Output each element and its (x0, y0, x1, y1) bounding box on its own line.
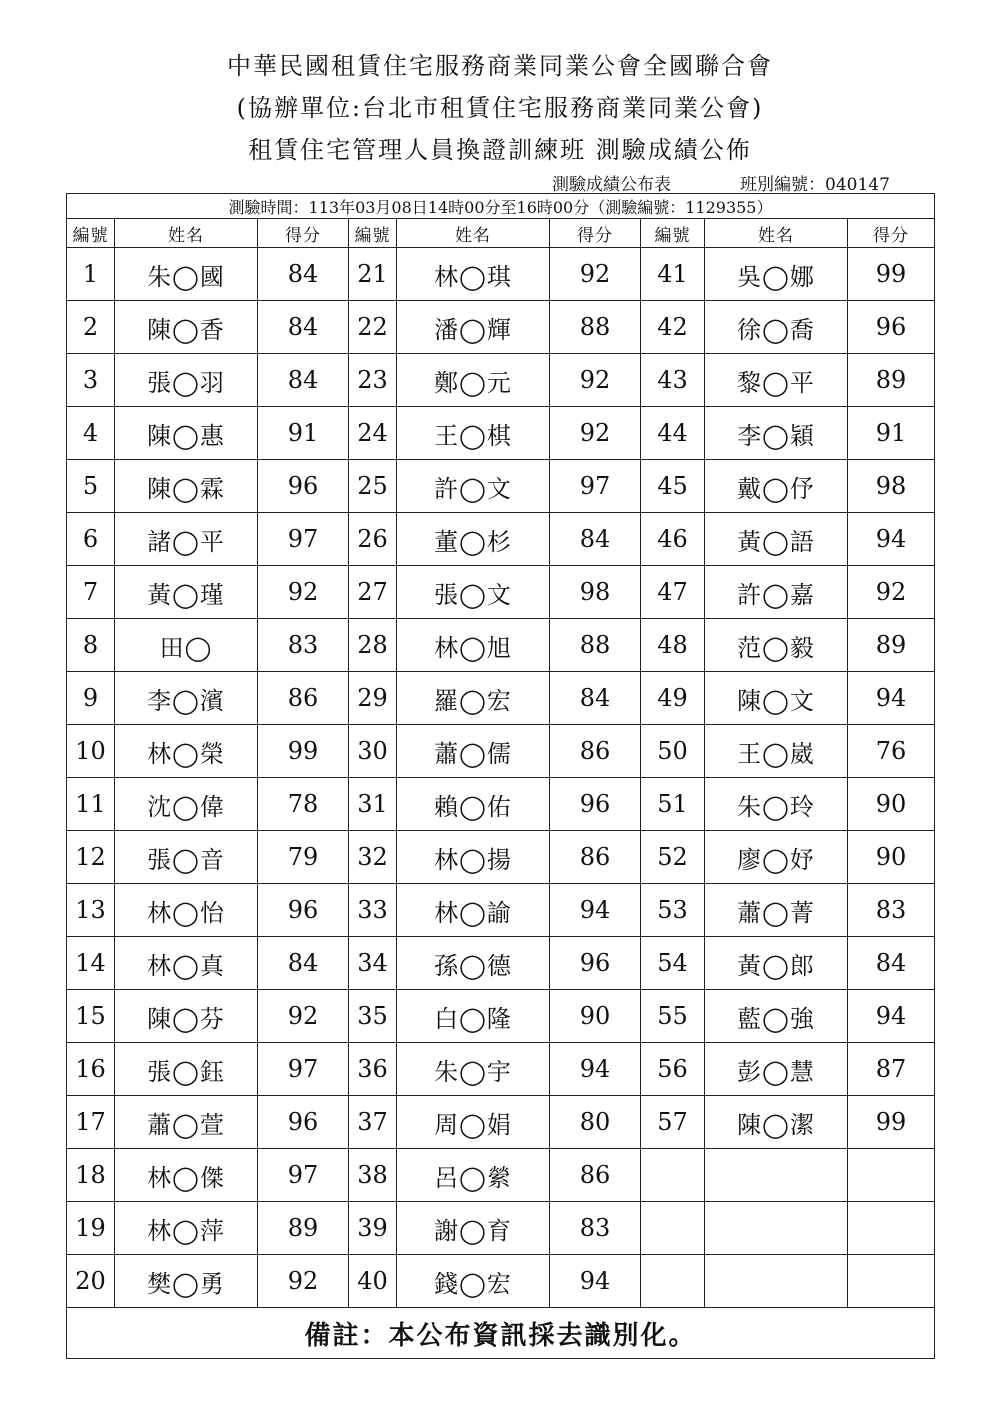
student-name: 陳◯惠 (115, 407, 258, 460)
student-score: 99 (848, 1096, 935, 1149)
student-name: 林◯榮 (115, 725, 258, 778)
student-name: 林◯怡 (115, 884, 258, 937)
student-score: 90 (550, 990, 641, 1043)
student-score: 90 (848, 831, 935, 884)
student-number: 22 (349, 301, 397, 354)
student-name: 賴◯佑 (397, 778, 550, 831)
student-name: 林◯諭 (397, 884, 550, 937)
student-score: 83 (258, 619, 349, 672)
student-name: 陳◯芬 (115, 990, 258, 1043)
table-row (67, 990, 935, 1043)
student-name: 黃◯瑾 (115, 566, 258, 619)
student-name (705, 1149, 848, 1202)
student-score: 88 (550, 619, 641, 672)
student-score: 92 (258, 566, 349, 619)
header-name: 姓名 (705, 219, 848, 248)
student-score: 92 (550, 407, 641, 460)
student-number: 38 (349, 1149, 397, 1202)
student-name: 黃◯郎 (705, 937, 848, 990)
student-score: 91 (848, 407, 935, 460)
student-score: 99 (848, 248, 935, 301)
header-num: 編號 (67, 219, 115, 248)
student-score: 96 (258, 1096, 349, 1149)
student-number: 26 (349, 513, 397, 566)
student-name: 許◯文 (397, 460, 550, 513)
student-name: 謝◯育 (397, 1202, 550, 1255)
student-score: 84 (848, 937, 935, 990)
student-name: 黃◯語 (705, 513, 848, 566)
student-name: 許◯嘉 (705, 566, 848, 619)
student-score: 98 (848, 460, 935, 513)
table-row (67, 1255, 935, 1308)
student-name: 范◯毅 (705, 619, 848, 672)
student-score: 99 (258, 725, 349, 778)
student-number: 23 (349, 354, 397, 407)
student-score (848, 1255, 935, 1308)
student-name: 陳◯香 (115, 301, 258, 354)
student-score: 84 (258, 301, 349, 354)
student-score: 94 (848, 513, 935, 566)
table-row (67, 1096, 935, 1149)
student-number: 10 (67, 725, 115, 778)
student-number (641, 1149, 705, 1202)
student-number (641, 1255, 705, 1308)
footer-note: 備註：本公布資訊採去識別化。 (67, 1308, 935, 1359)
co-organizer-line: (協辦單位:台北市租賃住宅服務商業同業公會) (236, 94, 764, 122)
student-name: 李◯穎 (705, 407, 848, 460)
student-score: 90 (848, 778, 935, 831)
header-name: 姓名 (397, 219, 550, 248)
student-score: 83 (550, 1202, 641, 1255)
student-name: 潘◯輝 (397, 301, 550, 354)
student-score: 92 (848, 566, 935, 619)
student-number: 44 (641, 407, 705, 460)
student-score (848, 1149, 935, 1202)
student-score: 96 (550, 778, 641, 831)
student-number: 11 (67, 778, 115, 831)
student-name: 張◯音 (115, 831, 258, 884)
course-title: 租賃住宅管理人員換證訓練班 測驗成績公佈 (248, 136, 752, 164)
student-name: 藍◯強 (705, 990, 848, 1043)
student-name: 王◯棋 (397, 407, 550, 460)
student-number: 15 (67, 990, 115, 1043)
column-header-row (67, 219, 935, 248)
student-name: 董◯杉 (397, 513, 550, 566)
student-number: 34 (349, 937, 397, 990)
header-score: 得分 (848, 219, 935, 248)
student-number: 40 (349, 1255, 397, 1308)
student-number: 24 (349, 407, 397, 460)
student-number: 28 (349, 619, 397, 672)
student-number: 3 (67, 354, 115, 407)
student-number: 9 (67, 672, 115, 725)
table-row (67, 354, 935, 407)
student-number: 14 (67, 937, 115, 990)
student-name: 陳◯文 (705, 672, 848, 725)
student-score: 97 (258, 513, 349, 566)
student-score: 80 (550, 1096, 641, 1149)
student-score: 97 (258, 1149, 349, 1202)
student-number: 7 (67, 566, 115, 619)
table-row (67, 672, 935, 725)
student-number: 45 (641, 460, 705, 513)
student-name: 朱◯國 (115, 248, 258, 301)
header-name: 姓名 (115, 219, 258, 248)
class-number: 班別編號：040147 (740, 175, 890, 195)
student-number: 33 (349, 884, 397, 937)
student-number: 30 (349, 725, 397, 778)
student-name: 廖◯妤 (705, 831, 848, 884)
student-name: 孫◯德 (397, 937, 550, 990)
student-number: 13 (67, 884, 115, 937)
student-name: 李◯濱 (115, 672, 258, 725)
student-name: 林◯真 (115, 937, 258, 990)
table-row (67, 619, 935, 672)
student-score: 96 (848, 301, 935, 354)
header-score: 得分 (258, 219, 349, 248)
student-number: 2 (67, 301, 115, 354)
student-number: 29 (349, 672, 397, 725)
table-row (67, 831, 935, 884)
student-score: 89 (258, 1202, 349, 1255)
student-score: 84 (258, 937, 349, 990)
student-score: 88 (550, 301, 641, 354)
student-score: 84 (550, 513, 641, 566)
student-number: 46 (641, 513, 705, 566)
student-name: 林◯傑 (115, 1149, 258, 1202)
student-name: 鄭◯元 (397, 354, 550, 407)
student-number: 12 (67, 831, 115, 884)
student-name: 張◯羽 (115, 354, 258, 407)
student-name: 朱◯玲 (705, 778, 848, 831)
student-number: 56 (641, 1043, 705, 1096)
student-score: 96 (258, 884, 349, 937)
student-score: 91 (258, 407, 349, 460)
student-name: 羅◯宏 (397, 672, 550, 725)
student-number: 31 (349, 778, 397, 831)
student-score: 76 (848, 725, 935, 778)
table-row (67, 301, 935, 354)
student-name (705, 1202, 848, 1255)
student-score: 97 (550, 460, 641, 513)
student-name: 諸◯平 (115, 513, 258, 566)
student-number: 54 (641, 937, 705, 990)
table-row (67, 778, 935, 831)
student-number: 19 (67, 1202, 115, 1255)
student-score: 87 (848, 1043, 935, 1096)
student-score: 98 (550, 566, 641, 619)
student-name: 蕭◯儒 (397, 725, 550, 778)
student-score: 94 (848, 672, 935, 725)
student-number: 20 (67, 1255, 115, 1308)
student-number: 32 (349, 831, 397, 884)
table-row (67, 248, 935, 301)
student-score: 79 (258, 831, 349, 884)
student-number: 18 (67, 1149, 115, 1202)
student-name: 沈◯偉 (115, 778, 258, 831)
student-number: 53 (641, 884, 705, 937)
student-number: 55 (641, 990, 705, 1043)
student-number: 4 (67, 407, 115, 460)
table-row (67, 566, 935, 619)
student-name: 黎◯平 (705, 354, 848, 407)
student-name: 蕭◯菁 (705, 884, 848, 937)
student-score: 94 (848, 990, 935, 1043)
student-number: 27 (349, 566, 397, 619)
table-row (67, 1202, 935, 1255)
student-name: 林◯萍 (115, 1202, 258, 1255)
student-name: 張◯文 (397, 566, 550, 619)
student-score: 97 (258, 1043, 349, 1096)
student-name: 吳◯娜 (705, 248, 848, 301)
table-label: 測驗成績公布表 (552, 175, 671, 195)
student-name: 林◯揚 (397, 831, 550, 884)
student-number: 49 (641, 672, 705, 725)
student-score: 94 (550, 1255, 641, 1308)
student-name: 王◯崴 (705, 725, 848, 778)
student-score: 89 (848, 354, 935, 407)
header-num: 編號 (641, 219, 705, 248)
student-name: 樊◯勇 (115, 1255, 258, 1308)
student-number: 35 (349, 990, 397, 1043)
student-number: 39 (349, 1202, 397, 1255)
student-name: 陳◯潔 (705, 1096, 848, 1149)
student-name: 徐◯喬 (705, 301, 848, 354)
student-name: 田◯ (115, 619, 258, 672)
student-score: 92 (550, 354, 641, 407)
document-title: 中華民國租賃住宅服務商業同業公會全國聯合會 (227, 52, 773, 80)
student-name: 張◯鈺 (115, 1043, 258, 1096)
table-row (67, 1149, 935, 1202)
student-number: 25 (349, 460, 397, 513)
student-number: 5 (67, 460, 115, 513)
student-name: 林◯琪 (397, 248, 550, 301)
student-score: 86 (258, 672, 349, 725)
student-name (705, 1255, 848, 1308)
table-row (67, 937, 935, 990)
student-number (641, 1202, 705, 1255)
student-score: 94 (550, 884, 641, 937)
student-name: 陳◯霖 (115, 460, 258, 513)
student-score: 94 (550, 1043, 641, 1096)
student-number: 41 (641, 248, 705, 301)
student-name: 錢◯宏 (397, 1255, 550, 1308)
student-score: 83 (848, 884, 935, 937)
student-score: 89 (848, 619, 935, 672)
student-number: 1 (67, 248, 115, 301)
student-number: 42 (641, 301, 705, 354)
student-number: 36 (349, 1043, 397, 1096)
student-number: 52 (641, 831, 705, 884)
table-row (67, 1043, 935, 1096)
header-num: 編號 (349, 219, 397, 248)
student-number: 8 (67, 619, 115, 672)
table-row (67, 513, 935, 566)
table-row (67, 407, 935, 460)
student-score: 84 (258, 248, 349, 301)
table-row (67, 725, 935, 778)
student-number: 57 (641, 1096, 705, 1149)
table-row (67, 884, 935, 937)
student-number: 51 (641, 778, 705, 831)
student-score: 84 (550, 672, 641, 725)
header-score: 得分 (550, 219, 641, 248)
student-number: 47 (641, 566, 705, 619)
student-number: 16 (67, 1043, 115, 1096)
student-number: 37 (349, 1096, 397, 1149)
student-number: 50 (641, 725, 705, 778)
student-score: 92 (550, 248, 641, 301)
student-score: 96 (258, 460, 349, 513)
student-number: 21 (349, 248, 397, 301)
student-number: 17 (67, 1096, 115, 1149)
student-score: 96 (550, 937, 641, 990)
student-number: 6 (67, 513, 115, 566)
table-row (67, 460, 935, 513)
student-score: 78 (258, 778, 349, 831)
student-score: 86 (550, 725, 641, 778)
student-score: 92 (258, 990, 349, 1043)
student-name: 白◯隆 (397, 990, 550, 1043)
student-name: 蕭◯萱 (115, 1096, 258, 1149)
student-score: 84 (258, 354, 349, 407)
student-name: 彭◯慧 (705, 1043, 848, 1096)
student-number: 48 (641, 619, 705, 672)
student-name: 周◯娟 (397, 1096, 550, 1149)
student-name: 戴◯伃 (705, 460, 848, 513)
exam-info: 測驗時間：113年03月08日14時00分至16時00分（測驗編號：1129355） (67, 194, 935, 219)
student-name: 呂◯縈 (397, 1149, 550, 1202)
student-score (848, 1202, 935, 1255)
student-number: 43 (641, 354, 705, 407)
student-name: 朱◯宇 (397, 1043, 550, 1096)
student-score: 86 (550, 831, 641, 884)
student-name: 林◯旭 (397, 619, 550, 672)
student-score: 86 (550, 1149, 641, 1202)
student-score: 92 (258, 1255, 349, 1308)
score-table (66, 193, 935, 1359)
